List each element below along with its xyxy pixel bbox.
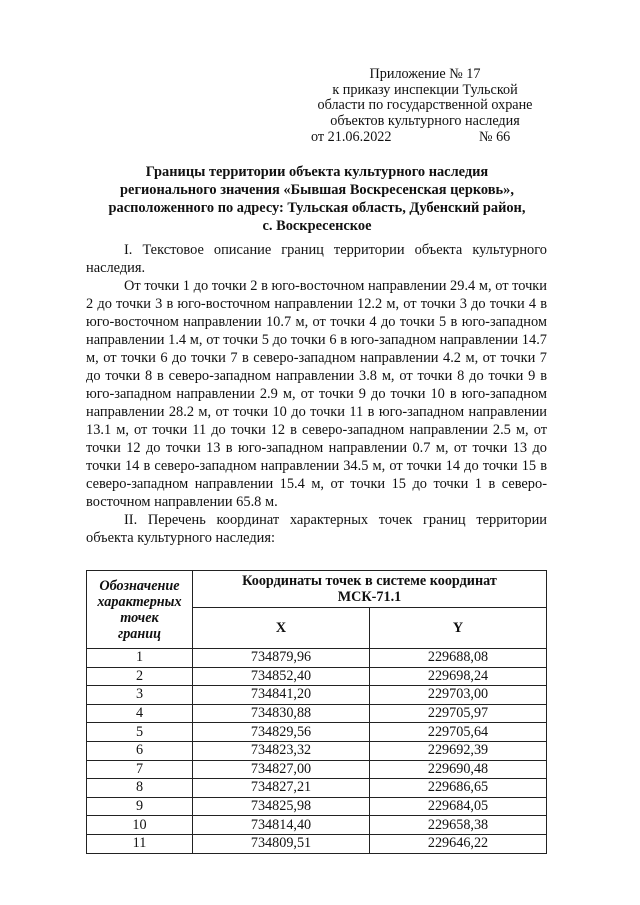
y-cell: 229692,39 [370,741,547,760]
x-cell: 734879,96 [193,649,370,668]
y-cell: 229646,22 [370,834,547,853]
coordinates-table [86,570,547,854]
title-line: с. Воскресенское [262,218,372,234]
y-cell: 229686,65 [370,779,547,798]
appendix-line: к приказу инспекции Тульской [332,81,518,98]
y-cell: 229684,05 [370,797,547,816]
order-number: № 66 [479,129,511,145]
table-row [87,649,547,668]
coordinate-system-header: Координаты точек в системе координат МСК-71.1 [193,571,547,608]
table-row [87,816,547,835]
x-cell: 734841,20 [193,686,370,705]
point-cell: 5 [87,723,193,742]
y-cell: 229658,38 [370,816,547,835]
point-column-header: Обозначение характерных точек границ [87,571,193,649]
point-cell: 4 [87,704,193,723]
x-cell: 734809,51 [193,834,370,853]
title-line: Границы территории объекта культурного наследия [145,164,489,180]
point-cell: 11 [87,834,193,853]
section-1-heading: I. Текстовое описание границ территории объекта культурного наследия. [86,242,547,276]
document-body [86,241,547,547]
x-cell: 734823,32 [193,741,370,760]
boundary-description: От точки 1 до точки 2 в юго-восточном направлении 29.4 м, от точки 2 до точки 3 в юго-восточном направлении 12.2 м, от точки 3 до точки 4 в юго-восточном направлении 10.7 м, от точки 4 до точки 5 в юго-западном направлении 1.4 м, от точки 5 до точки 6 в юго-западном направлении 14.7 м, от точки 6 до точки 7 в северо-западном направлении 4.2 м, от точки 7 до точки 8 в северо-западном направлении 3.8 м, от точки 8 до точки 9 в юго-западном направлении 2.9 м, от точки 9 до точки 10 в юго-западном направлении 28.2 м, от точки 10 до точки 11 в юго-западном направлении 13.1 м, от точки 11 до точки 12 в северо-западном направлении 2.5 м, от точки 12 до точки 13 в юго-западном направлении 0.7 м, от точки 13 до точки 14 в северо-западном направлении 34.5 м, от точки 14 до точки 15 в северо-западном направлении 15.4 м, от точки 15 до точки 1 в северо-восточном направлении 65.8 м. [86,278,547,510]
appendix-line: Приложение № 17 [369,66,481,82]
y-cell: 229703,00 [370,686,547,705]
point-cell: 2 [87,667,193,686]
table-row [87,797,547,816]
point-cell: 10 [87,816,193,835]
x-cell: 734827,00 [193,760,370,779]
appendix-header [300,67,550,129]
document-title [84,163,550,235]
table-row [87,741,547,760]
point-cell: 8 [87,779,193,798]
x-cell: 734829,56 [193,723,370,742]
y-cell: 229698,24 [370,667,547,686]
title-line: регионального значения «Бывшая Воскресенская церковь», [120,182,514,198]
section-2-heading: II. Перечень координат характерных точек границ территории объекта культурного наследия: [86,512,547,546]
order-details [311,129,531,145]
y-cell: 229688,08 [370,649,547,668]
table-row [87,667,547,686]
order-date: от 21.06.2022 [311,129,392,145]
x-cell: 734830,88 [193,704,370,723]
y-cell: 229705,97 [370,704,547,723]
appendix-line: объектов культурного наследия [330,112,520,129]
point-cell: 3 [87,686,193,705]
point-cell: 1 [87,649,193,668]
x-cell: 734852,40 [193,667,370,686]
y-cell: 229705,64 [370,723,547,742]
x-column-header: X [193,608,370,649]
y-cell: 229690,48 [370,760,547,779]
table-row [87,723,547,742]
table-row [87,760,547,779]
table-row [87,834,547,853]
point-cell: 9 [87,797,193,816]
title-line: расположенного по адресу: Тульская область, Дубенский район, [108,200,526,216]
point-cell: 6 [87,741,193,760]
point-cell: 7 [87,760,193,779]
table-row [87,779,547,798]
x-cell: 734825,98 [193,797,370,816]
y-column-header: Y [370,608,547,649]
x-cell: 734827,21 [193,779,370,798]
x-cell: 734814,40 [193,816,370,835]
table-row [87,704,547,723]
appendix-line: области по государственной охране [317,97,533,114]
table-row [87,686,547,705]
